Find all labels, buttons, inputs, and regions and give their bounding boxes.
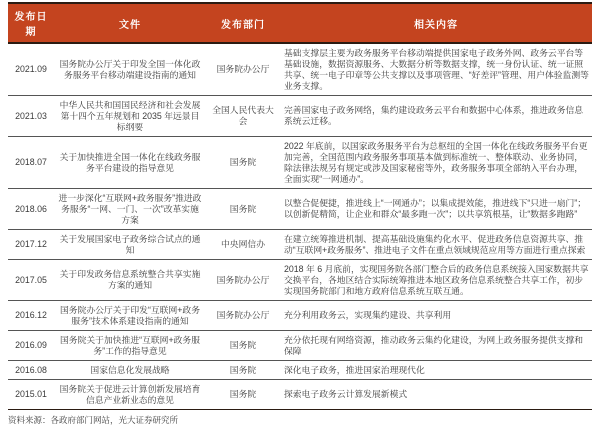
document-title: 国家信息化发展战略 (54, 361, 206, 380)
related-content: 充分利用政务云，实现集约建设、共享利用 (280, 301, 592, 331)
document-title: 关于加快推进全国一体化在线政务服务平台建设的指导意见 (54, 137, 206, 189)
department: 国务院办公厅 (206, 260, 280, 301)
department: 国务院 (206, 137, 280, 189)
document-title: 国务院关于加快推进“互联网+政务服务”工作的指导意见 (54, 331, 206, 361)
document-title: 国务院关于促进云计算创新发展培育信息产业新业态的意见 (54, 380, 206, 410)
related-content: 2022 年底前，以国家政务服务平台为总枢纽的全国一体化在线政务服务平台更加完善，全国范围内政务服务事项基本做到标准统一、整体联动、业务协同，除法律法规另有规定或涉及国家秘密等外，政务服务事项全部纳入平台办理，全面实现“一网通办”。 (280, 137, 592, 189)
related-content: 充分依托现有网络资源，推动政务云集约化建设，为网上政务服务提供支撑和保障 (280, 331, 592, 361)
table-row (8, 137, 592, 189)
document-title: 关于发展国家电子政务综合试点的通知 (54, 230, 206, 260)
release-date: 2017.12 (8, 230, 54, 260)
column-header-document: 文件 (54, 3, 206, 43)
column-header-release-date: 发布日期 (8, 3, 54, 43)
department: 国务院 (206, 189, 280, 230)
table-row (8, 43, 592, 96)
department: 国务院办公厅 (206, 43, 280, 96)
release-date: 2016.09 (8, 331, 54, 361)
related-content: 在建立统筹推进机制、提高基础设施集约化水平、促进政务信息资源共享、推动“互联网+政务服务”、推进电子文件在重点领域规范应用等方面进行重点探索 (280, 230, 592, 260)
table-header-row (8, 3, 592, 43)
column-header-content: 相关内容 (280, 3, 592, 43)
release-date: 2016.12 (8, 301, 54, 331)
table-row (8, 380, 592, 410)
related-content: 以整合促便捷，推进线上“一网通办”；以集成提效能，推进线下“只进一扇门”；以创新促精简，让企业和群众“最多跑一次”；以共享筑根基，让“数据多跑路” (280, 189, 592, 230)
release-date: 2015.01 (8, 380, 54, 410)
table-row (8, 189, 592, 230)
table-row (8, 361, 592, 380)
department: 国务院 (206, 331, 280, 361)
table-row (8, 331, 592, 361)
department: 国务院 (206, 380, 280, 410)
release-date: 2021.09 (8, 43, 54, 96)
related-content: 探索电子政务云计算发展新模式 (280, 380, 592, 410)
table-row (8, 301, 592, 331)
source-note: 资料来源：各政府部门网站，光大证券研究所 (8, 415, 179, 425)
related-content: 2018 年 6 月底前，实现国务院各部门整合后的政务信息系统接入国家数据共享交换平台，各地区结合实际统筹推进本地区政务信息系统整合共享工作，初步实现国务院部门和地方政府信息系统互联互通。 (280, 260, 592, 301)
document-title: 进一步深化“互联网+政务服务”推进政务服务“一网、一门、一次”改革实施方案 (54, 189, 206, 230)
related-content: 深化电子政务，推进国家治理现代化 (280, 361, 592, 380)
release-date: 2017.05 (8, 260, 54, 301)
release-date: 2016.08 (8, 361, 54, 380)
department: 国务院 (206, 361, 280, 380)
policy-documents-table (8, 2, 592, 410)
document-title: 中华人民共和国国民经济和社会发展第十四个五年规划和 2035 年远景目标纲要 (54, 96, 206, 137)
related-content: 基础支撑层主要为政务服务平台移动端提供国家电子政务外网、政务云平台等基础设施，数据资源服务、大数据分析等数据支撑，统一身份认证、统一证照共享、统一电子印章等公共支撑以及事项管理、“好差评”管理、用户体验监测等业务支撑。 (280, 43, 592, 96)
release-date: 2018.06 (8, 189, 54, 230)
table-row (8, 96, 592, 137)
related-content: 完善国家电子政务网络，集约建设政务云平台和数据中心体系，推进政务信息系统云迁移。 (280, 96, 592, 137)
department: 国务院办公厅 (206, 301, 280, 331)
table-row (8, 260, 592, 301)
department: 全国人民代表大会 (206, 96, 280, 137)
release-date: 2021.03 (8, 96, 54, 137)
department: 中央网信办 (206, 230, 280, 260)
release-date: 2018.07 (8, 137, 54, 189)
column-header-department: 发布部门 (206, 3, 280, 43)
document-title: 关于印发政务信息系统整合共享实施方案的通知 (54, 260, 206, 301)
document-title: 国务院办公厅关于印发“互联网+政务服务”技术体系建设指南的通知 (54, 301, 206, 331)
table-row (8, 230, 592, 260)
document-title: 国务院办公厅关于印发全国一体化政务服务平台移动端建设指南的通知 (54, 43, 206, 96)
